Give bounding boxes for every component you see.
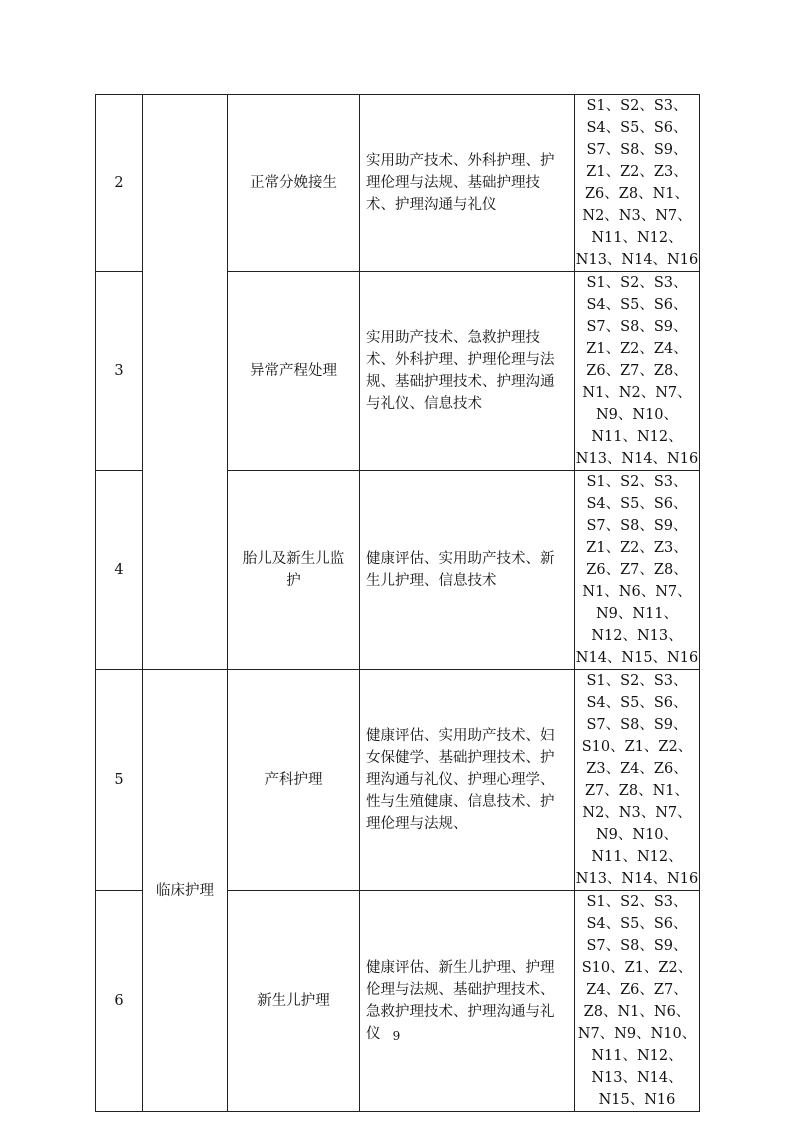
work-task: 新生儿护理 — [228, 891, 360, 1112]
work-task: 异常产程处理 — [228, 272, 360, 471]
course-list: 健康评估、新生儿护理、护理伦理与法规、基础护理技术、急救护理技术、护理沟通与礼仪 — [360, 891, 575, 1112]
category-clinical-nursing: 临床护理 — [143, 670, 228, 1112]
row-number: 3 — [96, 272, 143, 471]
course-list: 实用助产技术、急救护理技术、外科护理、护理伦理与法规、基础护理技术、护理沟通与礼仪、信息技术 — [360, 272, 575, 471]
competency-codes: S1、S2、S3、S4、S5、S6、S7、S8、S9、Z1、Z2、Z4、Z6、Z7、Z8、N1、N2、N7、N9、N10、N11、N12、N13、N14、N16 — [575, 272, 700, 471]
course-list: 健康评估、实用助产技术、妇女保健学、基础护理技术、护理沟通与礼仪、护理心理学、性与生殖健康、信息技术、护理伦理与法规、 — [360, 670, 575, 891]
competency-codes: S1、S2、S3、S4、S5、S6、S7、S8、S9、Z1、Z2、Z3、Z6、Z8、N1、N2、N3、N7、N11、N12、N13、N14、N16 — [575, 95, 700, 272]
competency-codes: S1、S2、S3、S4、S5、S6、S7、S8、S9、Z1、Z2、Z3、Z6、Z7、Z8、N1、N6、N7、N9、N11、N12、N13、N14、N15、N16 — [575, 471, 700, 670]
course-list: 健康评估、实用助产技术、新生儿护理、信息技术 — [360, 471, 575, 670]
course-list: 实用助产技术、外科护理、护理伦理与法规、基础护理技术、护理沟通与礼仪 — [360, 95, 575, 272]
work-task: 产科护理 — [228, 670, 360, 891]
work-task: 胎儿及新生儿监护 — [228, 471, 360, 670]
row-number: 6 — [96, 891, 143, 1112]
row-number: 5 — [96, 670, 143, 891]
competency-codes: S1、S2、S3、S4、S5、S6、S7、S8、S9、S10、Z1、Z2、Z4、Z6、Z7、Z8、N1、N6、N7、N9、N10、N11、N12、N13、N14、N15、N16 — [575, 891, 700, 1112]
work-task: 正常分娩接生 — [228, 95, 360, 272]
category-cell-empty — [143, 95, 228, 670]
table-row — [96, 670, 700, 891]
page-number: 9 — [392, 1029, 401, 1043]
row-number: 2 — [96, 95, 143, 272]
curriculum-mapping-table — [95, 94, 700, 1112]
table-row — [96, 95, 700, 272]
row-number: 4 — [96, 471, 143, 670]
competency-codes: S1、S2、S3、S4、S5、S6、S7、S8、S9、S10、Z1、Z2、Z3、Z4、Z6、Z7、Z8、N1、N2、N3、N7、N9、N10、N11、N12、N13、N14、N16 — [575, 670, 700, 891]
